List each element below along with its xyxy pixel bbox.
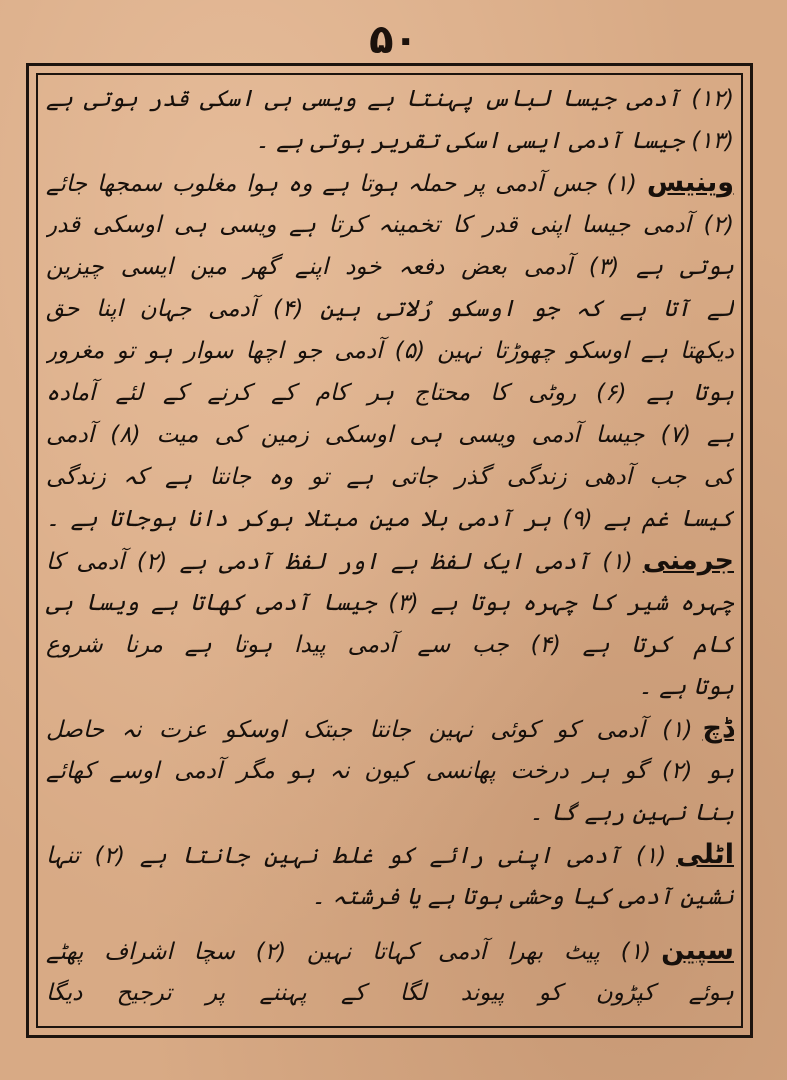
line-text: ہوتا ہے ۔	[638, 674, 734, 700]
text-line	[46, 712, 734, 746]
line-text: ہے (۷) جیسا آدمی ویسی ہی اوسکی زمین کی میت (۸) آدمی	[46, 422, 734, 448]
page-number: ۵۰	[369, 17, 418, 63]
line-text: کام کرتا ہے (۴) جب سے آدمی پیدا ہوتا ہے مرنا شروع	[46, 632, 734, 658]
line-text: ہوتا ہے (۶) روٹی کا محتاج ہر کام کے کرنے کے لئے آمادہ	[46, 380, 734, 406]
text-line	[46, 208, 734, 242]
line-text: بنا نہین رہے گا ۔	[529, 800, 734, 826]
line-text: (۱۳) جیسا آدمی ایسی اسکی تقریر ہوتی ہے ۔	[255, 128, 734, 154]
text-line	[46, 376, 734, 410]
country-heading: اٹلی	[676, 839, 734, 870]
line-text: (۱) آدمی ایک لفظ ہے اور لفظ آدمی ہے (۲) آدمی کا	[46, 549, 633, 575]
text-line	[46, 250, 734, 284]
line-text: لے آتا ہے کہ جو اوسکو رُلاتی ہین (۴) آدمی جہان اپنا حق	[46, 296, 734, 322]
text-line	[46, 880, 734, 914]
text-line	[46, 976, 734, 1010]
text-line	[46, 418, 734, 452]
text-line	[46, 334, 734, 368]
text-line	[46, 82, 734, 116]
country-heading: جرمنی	[642, 545, 734, 576]
line-text: کی جب آدھی زندگی گذر جاتی ہے تو وہ جانتا ہے کہ زندگی	[46, 464, 734, 490]
country-heading: ڈچ	[702, 713, 734, 744]
line-text: ہوتی ہے (۳) آدمی بعض دفعہ خود اپنے گھر مین ایسی چیزین	[46, 254, 734, 280]
text-line	[46, 124, 734, 158]
text-line	[46, 628, 734, 662]
text-line	[46, 502, 734, 536]
text-line	[46, 934, 734, 968]
line-text: (۱) پیٹ بھرا آدمی کہاتا نہین (۲) سچا اشراف پھٹے	[46, 939, 652, 965]
line-text: نشین آدمی کیا وحشی ہوتا ہے یا فرشتہ ۔	[311, 884, 734, 910]
text-line	[46, 838, 734, 872]
line-text: (۲) آدمی جیسا اپنی قدر کا تخمینہ کرتا ہے ویسی ہی اوسکی قدر	[46, 212, 734, 238]
text-line	[46, 544, 734, 578]
line-text: (۱) جس آدمی پر حملہ ہوتا ہے وہ ہوا مغلوب سمجھا جائے	[46, 171, 637, 197]
line-text: ہوئے کپڑون کو پیوند لگا کے پہننے پر ترجیح دیگا	[46, 980, 734, 1006]
text-line	[46, 796, 734, 830]
text-line	[46, 586, 734, 620]
text-line	[46, 460, 734, 494]
line-text: (۱) آدمی کو کوئی نہین جانتا جبتک اوسکو عزت نہ حاصل	[46, 717, 693, 743]
country-heading: سپین	[661, 935, 734, 966]
country-heading: وینیس	[646, 167, 734, 198]
line-text: (۱) آدمی اپنی رائے کو غلط نہین جانتا ہے (۲) تنہا	[46, 843, 667, 869]
line-text: کیسا غم ہے (۹) ہر آدمی بلا مین مبتلا ہوکر دانا ہوجاتا ہے ۔	[46, 506, 734, 532]
line-text: دیکھتا ہے اوسکو چھوڑتا نہین (۵) آدمی جو اچھا سوار ہو تو مغرور	[46, 338, 734, 364]
line-text: چہرہ شیر کا چہرہ ہوتا ہے (۳) جیسا آدمی کھاتا ہے ویسا ہی	[46, 590, 734, 616]
text-line	[46, 292, 734, 326]
text-line	[46, 670, 734, 704]
text-block	[46, 82, 734, 1022]
line-text: ہو (۲) گو ہر درخت پھانسی کیون نہ ہو مگر آدمی اوسے کھائے	[46, 758, 734, 784]
text-line	[46, 754, 734, 788]
line-text: (۱۲) آدمی جیسا لباس پہنتا ہے ویسی ہی اسکی قدر ہوتی ہے	[46, 86, 734, 112]
text-line	[46, 166, 734, 200]
